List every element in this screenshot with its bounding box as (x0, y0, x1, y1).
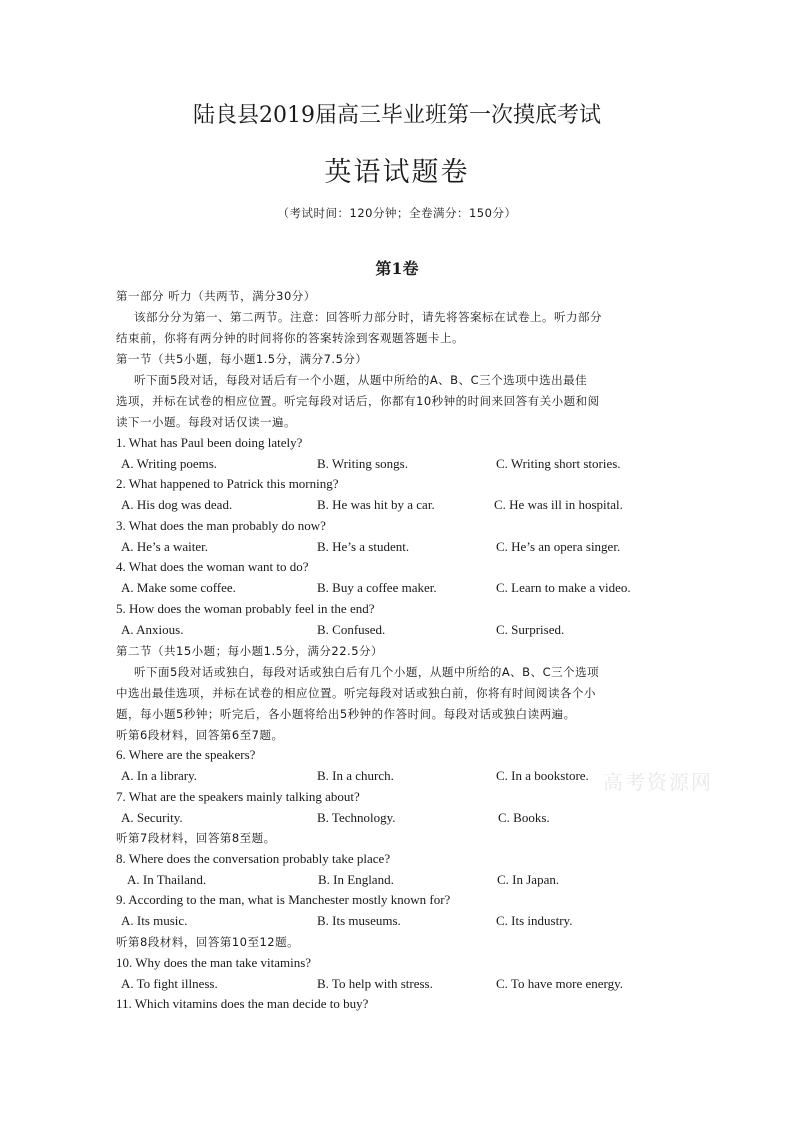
section2-heading: 第二节（共15小题；每小题1.5分，满分22.5分） (116, 644, 384, 658)
question-2-option-c: C. He was ill in hospital. (494, 497, 623, 512)
question-8-option-c: C. In Japan. (497, 872, 560, 887)
volume-heading: 第1卷 (375, 259, 419, 278)
question-8-option-a: A. In Thailand. (127, 872, 207, 887)
section2-intro-line: 题，每小题5秒钟；听完后，各小题将给出5秒钟的作答时间。每段对话或独白读两遍。 (116, 707, 576, 721)
question-5-option-a: A. Anxious. (121, 622, 184, 637)
question-3-option-a: A. He’s a waiter. (121, 539, 209, 554)
question-1-option-b: B. Writing songs. (317, 456, 408, 471)
material-8-instruction: 听第8段材料，回答第10至12题。 (116, 935, 300, 949)
question-9-option-b: B. Its museums. (317, 913, 401, 928)
question-2-option-b: B. He was hit by a car. (317, 497, 435, 512)
question-7-option-b: B. Technology. (317, 810, 396, 825)
question-4: 4. What does the woman want to do? (116, 559, 309, 574)
section1-intro-line: 选项，并标在试卷的相应位置。听完每段对话后，你都有10秒钟的时间来回答有关小题和阅 (116, 394, 600, 408)
question-4-option-c: C. Learn to make a video. (496, 580, 631, 595)
section1-intro-line: 读下一小题。每段对话仅读一遍。 (116, 415, 296, 429)
section2-intro-line: 中选出最佳选项，并标在试卷的相应位置。听完每段对话或独白前，你将有时间阅读各个小 (116, 686, 596, 700)
question-1: 1. What has Paul been doing lately? (116, 435, 303, 450)
part1-intro-line: 该部分分为第一、第二两节。注意：回答听力部分时，请先将答案标在试卷上。听力部分 (134, 310, 602, 324)
question-10-option-c: C. To have more energy. (496, 976, 624, 991)
question-7-option-c: C. Books. (498, 810, 550, 825)
question-6: 6. Where are the speakers? (116, 747, 256, 762)
exam-info: （考试时间：120分钟；全卷满分：150分） (277, 206, 517, 220)
part1-heading: 第一部分 听力（共两节，满分30分） (116, 289, 316, 303)
question-10: 10. Why does the man take vitamins? (116, 955, 312, 970)
exam-title: 陆良县2019届高三毕业班第一次摸底考试 (193, 103, 601, 128)
question-2-option-a: A. His dog was dead. (121, 497, 233, 512)
material-7-instruction: 听第7段材料，回答第8至题。 (116, 831, 276, 845)
section1-heading: 第一节（共5小题，每小题1.5分，满分7.5分） (116, 352, 368, 366)
question-9-option-a: A. Its music. (121, 913, 188, 928)
question-7: 7. What are the speakers mainly talking about? (116, 789, 360, 804)
question-9: 9. According to the man, what is Manchester mostly known for? (116, 892, 451, 907)
material-6-instruction: 听第6段材料，回答第6至7题。 (116, 728, 284, 742)
question-10-option-a: A. To fight illness. (121, 976, 218, 991)
question-6-option-b: B. In a church. (317, 768, 394, 783)
question-3-option-c: C. He’s an opera singer. (496, 539, 621, 554)
question-4-option-b: B. Buy a coffee maker. (317, 580, 437, 595)
question-5-option-b: B. Confused. (317, 622, 386, 637)
subject-title: 英语试题卷 (324, 157, 470, 188)
question-7-option-a: A. Security. (121, 810, 183, 825)
question-9-option-c: C. Its industry. (496, 913, 573, 928)
section1-intro-line: 听下面5段对话，每段对话后有一个小题，从题中所给的A、B、C三个选项中选出最佳 (134, 373, 588, 387)
question-2: 2. What happened to Patrick this morning? (116, 476, 339, 491)
section2-intro-line: 听下面5段对话或独白，每段对话或独白后有几个小题，从题中所给的A、B、C三个选项 (134, 665, 600, 679)
question-11: 11. Which vitamins does the man decide to buy? (116, 996, 369, 1011)
question-5: 5. How does the woman probably feel in the end? (116, 601, 375, 616)
part1-intro-line: 结束前，你将有两分钟的时间将你的答案转涂到客观题答题卡上。 (116, 331, 464, 345)
question-5-option-c: C. Surprised. (496, 622, 565, 637)
question-8: 8. Where does the conversation probably take place? (116, 851, 391, 866)
watermark: 高考资源网 (603, 770, 713, 794)
question-10-option-b: B. To help with stress. (317, 976, 433, 991)
question-1-option-c: C. Writing short stories. (496, 456, 621, 471)
question-3: 3. What does the man probably do now? (116, 518, 326, 533)
question-3-option-b: B. He’s a student. (317, 539, 410, 554)
question-6-option-a: A. In a library. (121, 768, 198, 783)
question-6-option-c: C. In a bookstore. (496, 768, 589, 783)
question-8-option-b: B. In England. (318, 872, 394, 887)
question-4-option-a: A. Make some coffee. (121, 580, 236, 595)
question-1-option-a: A. Writing poems. (121, 456, 218, 471)
